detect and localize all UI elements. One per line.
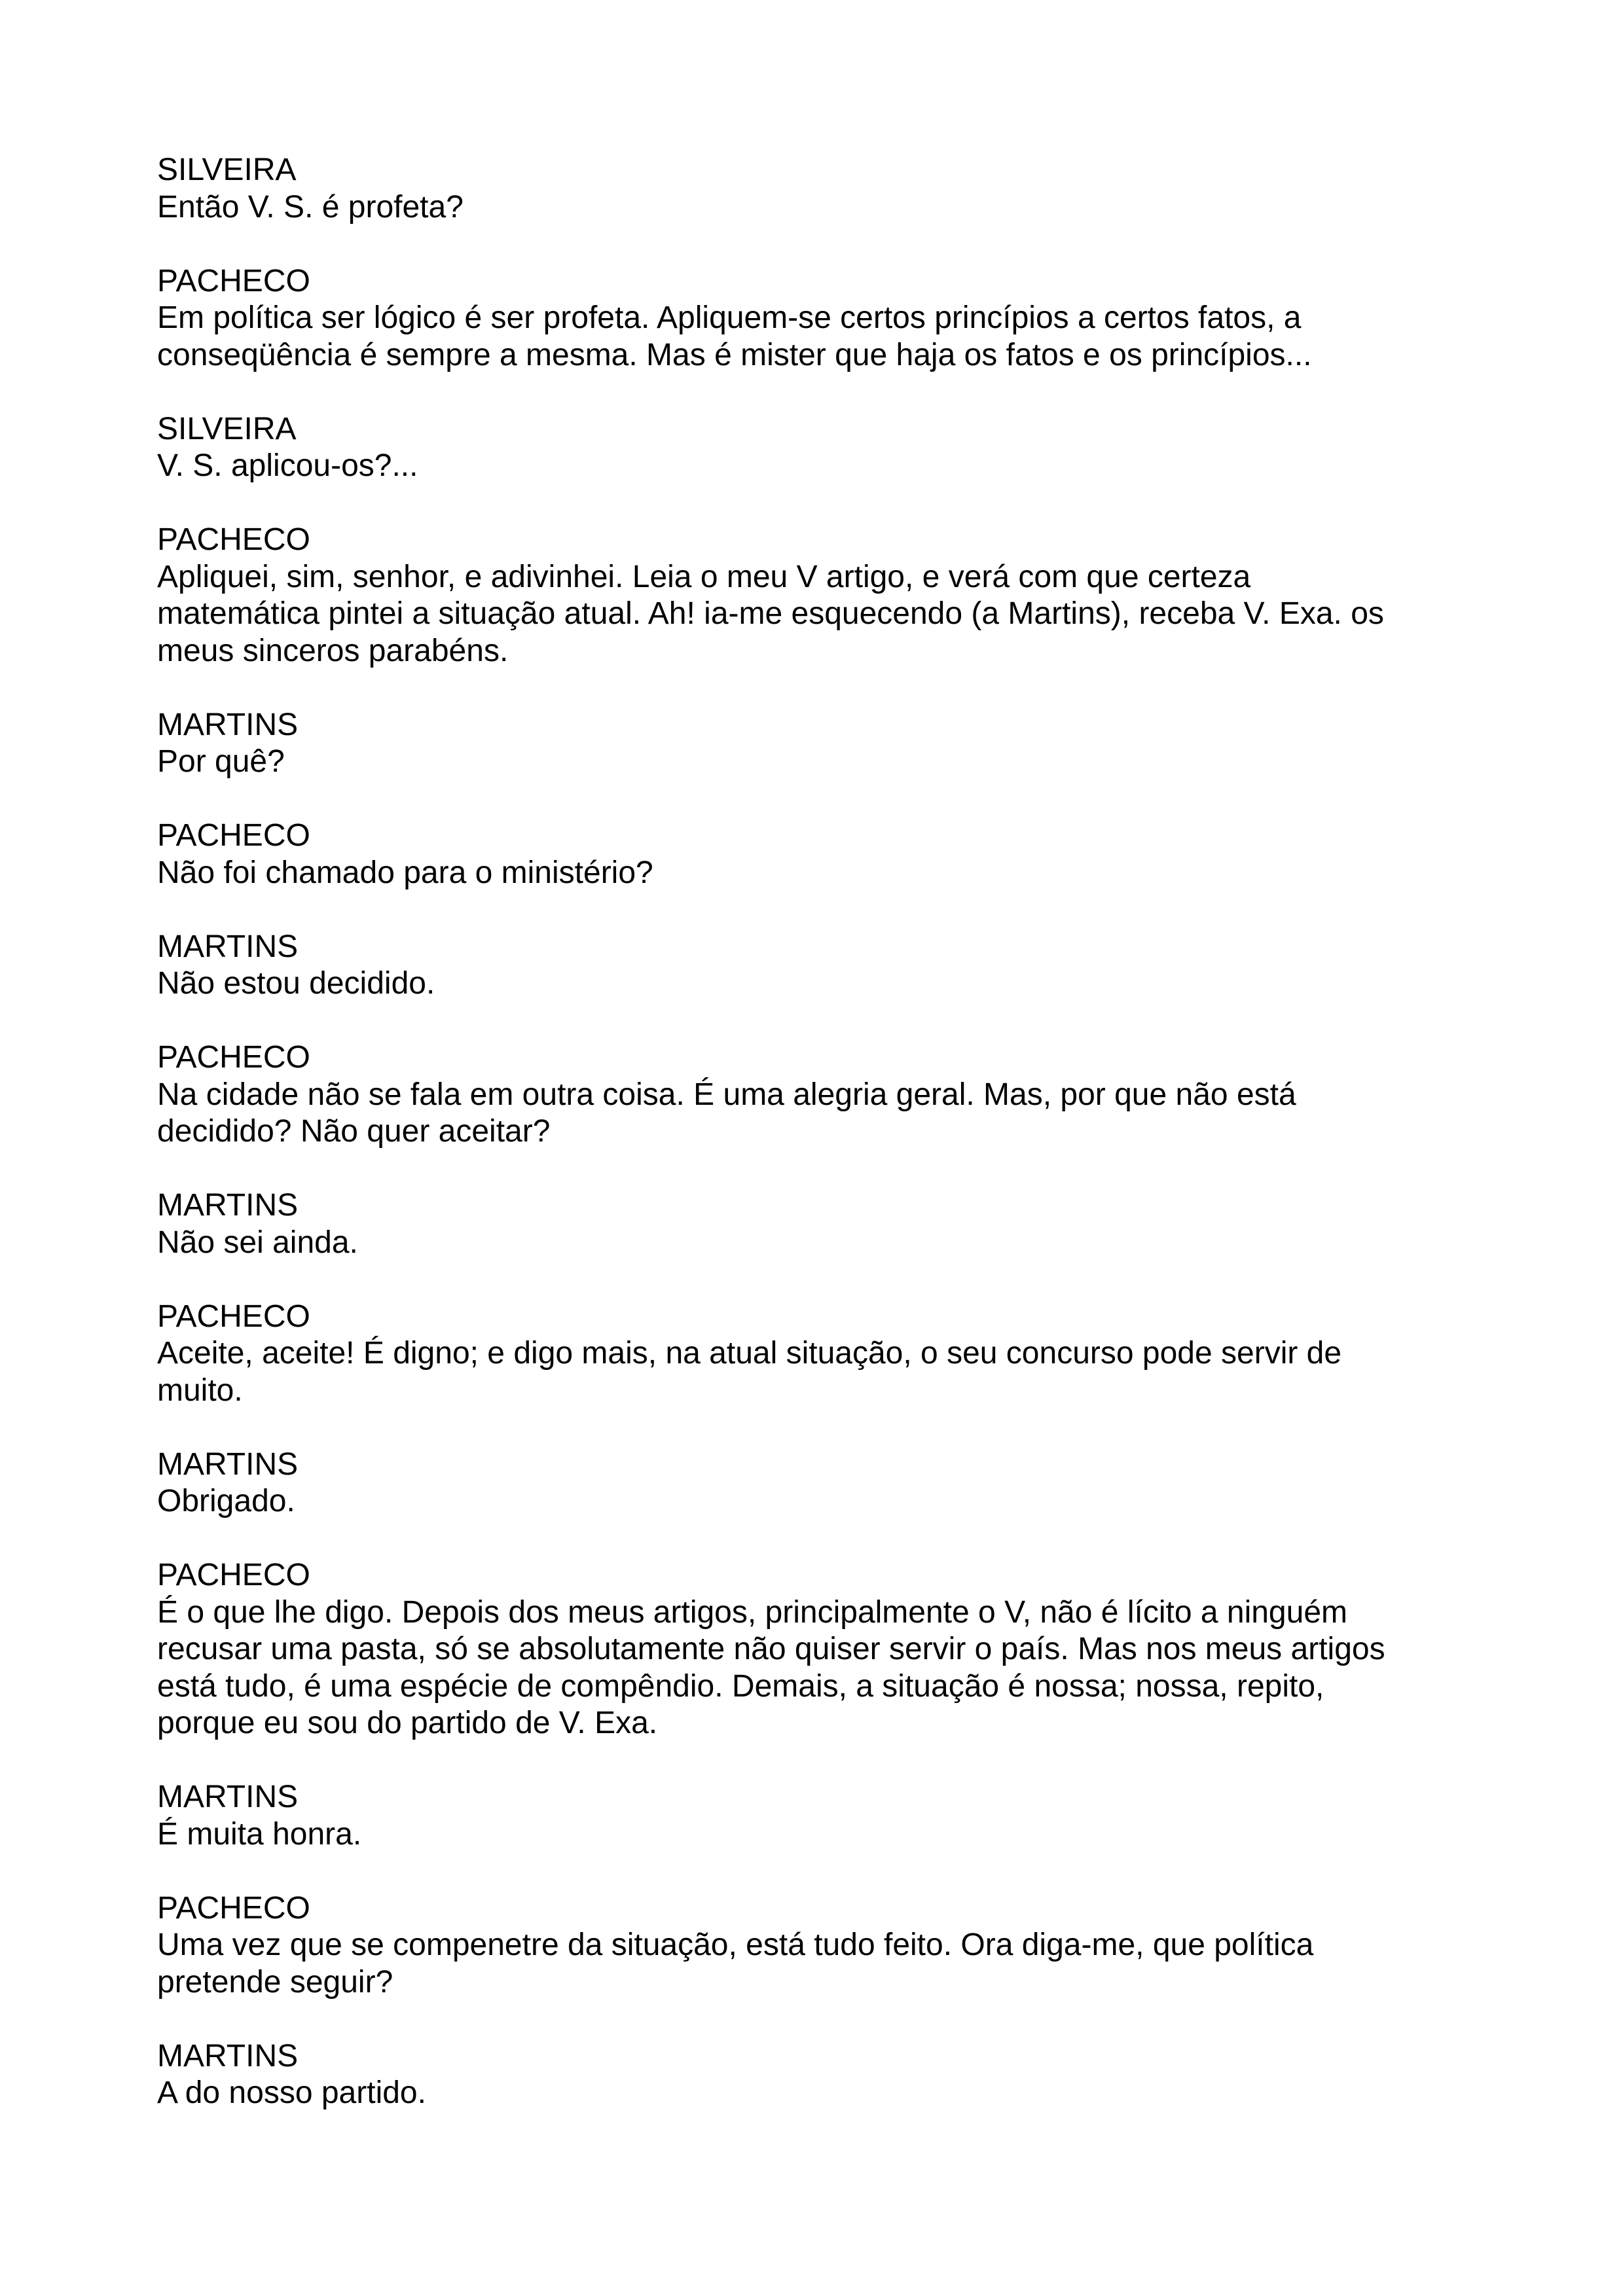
speech-line: decidido? Não quer aceitar?: [157, 1114, 551, 1149]
speaker-name: PACHECO: [157, 1558, 310, 1592]
dialogue-block: [157, 817, 1467, 891]
speech-line: Não foi chamado para o ministério?: [157, 855, 653, 890]
speaker-name: PACHECO: [157, 1040, 310, 1075]
speech-line: Obrigado.: [157, 1484, 295, 1518]
speech-line: Por quê?: [157, 744, 285, 779]
speech-line: meus sinceros parabéns.: [157, 633, 509, 668]
speech-line: porque eu sou do partido de V. Exa.: [157, 1706, 658, 1740]
dialogue-block: [157, 411, 1467, 485]
speech-line: muito.: [157, 1372, 243, 1408]
dialogue-block: [157, 1557, 1467, 1742]
dialogue-block: [157, 1299, 1467, 1410]
speech-line: conseqüência é sempre a mesma. Mas é mister que haja os fatos e os princípios...: [157, 337, 1312, 372]
dialogue-block: [157, 929, 1467, 1003]
speech-line: Na cidade não se fala em outra coisa. É uma alegria geral. Mas, por que não está: [157, 1077, 1296, 1112]
dialogue-block: [157, 263, 1467, 374]
speaker-name: PACHECO: [157, 818, 310, 853]
speaker-name: MARTINS: [157, 1780, 299, 1814]
speaker-name: PACHECO: [157, 1890, 310, 1926]
dialogue-block: [157, 1779, 1467, 1853]
speech-line: Não sei ainda.: [157, 1225, 358, 1260]
speaker-name: PACHECO: [157, 1299, 310, 1334]
speech-line: Apliquei, sim, senhor, e adivinhei. Leia o meu V artigo, e verá com que certeza: [157, 559, 1251, 594]
speaker-name: MARTINS: [157, 2038, 299, 2073]
speaker-name: PACHECO: [157, 263, 310, 298]
script-page: [157, 152, 1467, 2149]
speech-line: A do nosso partido.: [157, 2075, 426, 2110]
speaker-name: MARTINS: [157, 707, 299, 742]
dialogue-block: [157, 1890, 1467, 2001]
speech-line: Aceite, aceite! É digno; e digo mais, na atual situação, o seu concurso pode servir de: [157, 1336, 1342, 1371]
dialogue-block: [157, 1446, 1467, 1520]
speech-line: recusar uma pasta, só se absolutamente não quiser servir o país. Mas nos meus artigos: [157, 1632, 1385, 1666]
speech-line: V. S. aplicou-os?...: [157, 448, 418, 483]
dialogue-block: [157, 2038, 1467, 2112]
speech-line: Uma vez que se compenetre da situação, está tudo feito. Ora diga-me, que política: [157, 1928, 1314, 1962]
speech-line: está tudo, é uma espécie de compêndio. Demais, a situação é nossa; nossa, repito,: [157, 1668, 1324, 1704]
speech-line: matemática pintei a situação atual. Ah! ia-me esquecendo (a Martins), receba V. Exa. os: [157, 596, 1384, 631]
speech-line: pretende seguir?: [157, 1964, 393, 2000]
speaker-name: PACHECO: [157, 522, 310, 557]
speaker-name: MARTINS: [157, 1446, 299, 1482]
dialogue-block: [157, 1039, 1467, 1151]
speech-line: Em política ser lógico é ser profeta. Apliquem-se certos princípios a certos fatos, a: [157, 300, 1302, 335]
speech-line: É muita honra.: [157, 1816, 362, 1852]
speaker-name: SILVEIRA: [157, 152, 297, 187]
dialogue-block: [157, 707, 1467, 781]
speaker-name: SILVEIRA: [157, 411, 297, 446]
speech-line: É o que lhe digo. Depois dos meus artigos, principalmente o V, não é lícito a ninguém: [157, 1594, 1347, 1630]
dialogue-block: [157, 1187, 1467, 1261]
speech-line: Não estou decidido.: [157, 966, 435, 1001]
speaker-name: MARTINS: [157, 1188, 299, 1223]
speech-line: Então V. S. é profeta?: [157, 189, 464, 224]
dialogue-block: [157, 522, 1467, 670]
dialogue-block: [157, 152, 1467, 226]
speaker-name: MARTINS: [157, 929, 299, 964]
